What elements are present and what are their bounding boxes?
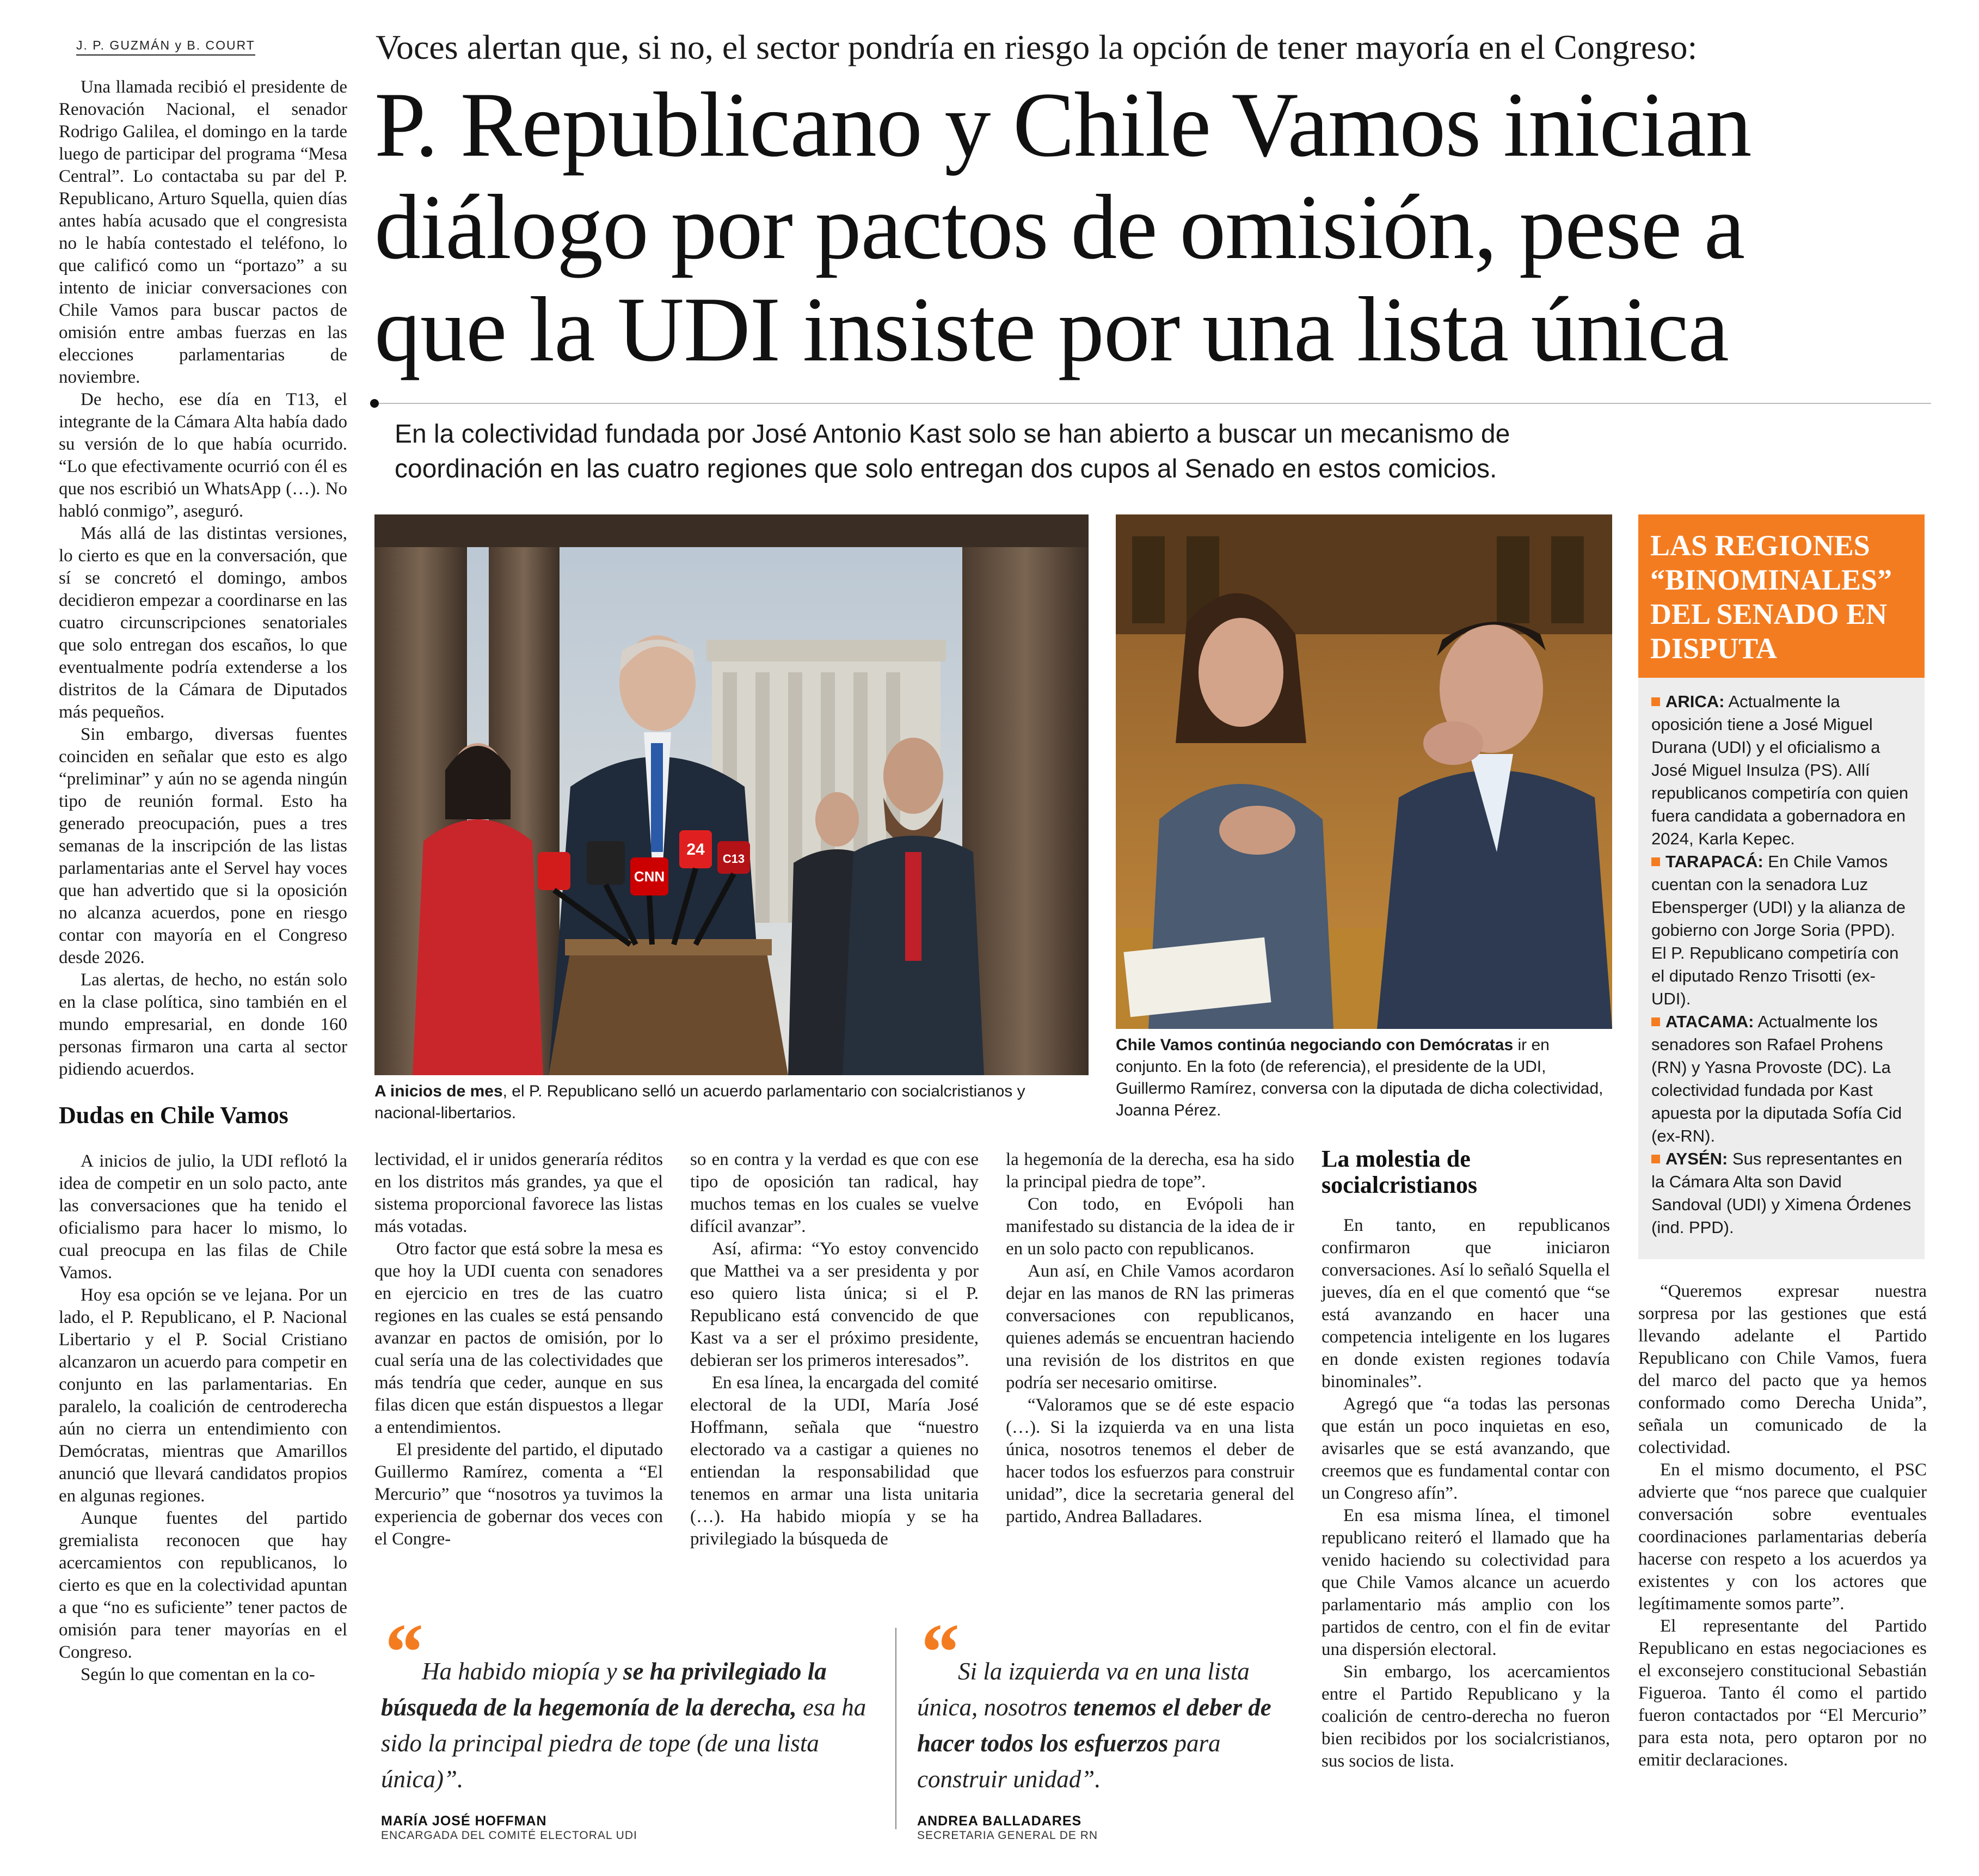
pull-quote-1 bbox=[381, 1607, 882, 1842]
paragraph: Más allá de las distintas versiones, lo cierto es que en la conversación, que sí se concretó el domingo, ambos decidieron empezar a coordinarse en las cuatro circunscripciones senatoriales que solo entregan dos escaños, lo que eventualmente podría extenderse a los distritos de la Cámara de Diputados más pequeños. bbox=[59, 524, 347, 722]
quote-bold: se ha privilegiado la búsqueda de la hegemonía de la derecha, bbox=[381, 1658, 827, 1721]
region-text: Sus representantes en la Cámara Alta son David Sandoval (UDI) y Ximena Órdenes (ind. PPD). bbox=[1651, 1149, 1912, 1237]
opening-quote-icon: “ bbox=[381, 1607, 422, 1697]
orange-square-icon bbox=[1651, 1017, 1660, 1026]
caption-text: , el P. Republicano selló un acuerdo parlamentario con socialcristianos y nacional-libertarios. bbox=[374, 1082, 1025, 1122]
list-item bbox=[1651, 1010, 1912, 1148]
paragraph: Las alertas, de hecho, no están solo en la clase política, sino también en el mundo empresarial, en donde 160 personas firmaron una carta al sector pidiendo acuerdos. bbox=[59, 970, 347, 1079]
pull-quote-2 bbox=[917, 1607, 1298, 1842]
meeting-image bbox=[1116, 514, 1612, 1029]
quote-part: esa ha sido la principal piedra de tope (de una lista única)”. bbox=[381, 1694, 866, 1793]
paragraph: Aunque fuentes del partido gremialista reconocen que hay acercamientos con republicanos, lo cierto es que en la colectividad apuntan a que “no es suficiente” tener pactos de omisión para tener mayorías en el Congreso. bbox=[59, 1509, 347, 1662]
paragraph: En tanto, en republicanos confirmaron que iniciaron conversaciones. Así lo señaló Squella el jueves, día en el que comentó que “se está avanzando en hacer una competencia inteligente en los lugares en donde existen regiones todavía binominales”. bbox=[1322, 1216, 1610, 1391]
mic-label: C13 bbox=[722, 852, 745, 866]
microphone-icon bbox=[538, 852, 570, 890]
photo-caption-2 bbox=[1116, 1034, 1612, 1121]
paragraph: Aun así, en Chile Vamos acordaron dejar en las manos de RN las primeras conversaciones con republicanos, quienes además se encuentran haciendo una revisión de los distritos en que podría ser necesario omitirse. bbox=[1006, 1261, 1294, 1393]
caption-text: ir en conjunto. En la foto (de referencia), el presidente de la UDI, Guillermo Ramírez, conversa con la diputada de dicha colectividad, Joanna Pérez. bbox=[1116, 1036, 1603, 1119]
dek-line: En la colectividad fundada por José Antonio Kast solo se han abierto a buscar un mecanismo de bbox=[395, 420, 1510, 449]
paragraph: lectividad, el ir unidos generaría réditos en los distritos más grandes, ya que el sistema proporcional favorece las listas más votadas. bbox=[374, 1150, 663, 1236]
region-text: Actualmente la oposición tiene a José Miguel Durana (UDI) y el oficialismo a José Miguel Insulza (PS). Allí republicanos competiría con quien fuera candidata a gobernadora en 2024, Karla Kepec. bbox=[1651, 692, 1909, 848]
paragraph: Hoy esa opción se ve lejana. Por un lado, el P. Republicano, el P. Nacional Libertario y el P. Social Cristiano alcanzaron un acuerdo para competir en conjunto en las parlamentarias. En paralelo, la coalición de centroderecha aún no cierra un entendimiento con Demócratas, mientras que Amarillos anunció que llevará candidatos propios en algunas regiones. bbox=[59, 1285, 347, 1506]
paragraph: A inicios de julio, la UDI reflotó la idea de competir en un solo pacto, ante las conversaciones que ha tenido el oficialismo para hacer lo mismo, lo cual preocupa en las filas de Chile Vamos. bbox=[59, 1151, 347, 1283]
mic-label: 24 bbox=[686, 841, 705, 859]
quote-text bbox=[381, 1607, 882, 1797]
quote-text bbox=[917, 1607, 1298, 1797]
list-item bbox=[1651, 850, 1912, 1010]
subhead-line: socialcristianos bbox=[1322, 1172, 1477, 1198]
dek bbox=[395, 417, 1940, 487]
paragraph: Con todo, en Evópoli han manifestado su distancia de la idea de ir en un solo pacto con republicanos. bbox=[1006, 1194, 1294, 1259]
paragraph: Así, afirma: “Yo estoy convencido que Matthei va a ser presidenta y por eso quiero lista única; si el P. Republicano está convencido de que Kast va a ser el próximo presidente, debieran ser los primeros interesados”. bbox=[690, 1239, 979, 1370]
paragraph: Otro factor que está sobre la mesa es que hoy la UDI cuenta con senadores en ejercicio en tres de las cuatro regiones en las cuales se está pensando avanzar en pactos de omisión, por lo cual sería una de las colectividades que más tendría que ceder, aunque en sus filas dicen que están dispuestos a llegar a entendimientos. bbox=[374, 1239, 663, 1437]
paragraph: De hecho, ese día en T13, el integrante de la Cámara Alta había dado su versión de lo que había ocurrido. “Lo que efectivamente ocurrió con él es que nos escribió un WhatsApp (…). No habló conmigo”, aseguró. bbox=[59, 390, 347, 521]
caption-bold: Chile Vamos continúa negociando con Demócratas bbox=[1116, 1036, 1514, 1054]
paragraph: Agregó que “a todas las personas que están un poco inquietas en eso, avisarles que se está avanzando, que creemos que es fundamental contar con un Congreso afín”. bbox=[1322, 1394, 1610, 1503]
sidebar-title: LAS REGIONES “BINOMINALES” DEL SENADO EN DISPUTA bbox=[1650, 529, 1892, 665]
sidebar-list bbox=[1651, 690, 1912, 1239]
photo-meeting bbox=[1116, 514, 1612, 1029]
quote-role: SECRETARIA GENERAL DE RN bbox=[917, 1829, 1098, 1842]
paragraph: En el mismo documento, el PSC advierte que “nos parece que cualquier conversación sobre eventuales coordinaciones parlamentarias debería hacerse con respeto a los acuerdos ya existentes y con los actores que legítimamente somos parte”. bbox=[1638, 1460, 1927, 1614]
paragraph: “Valoramos que se dé este espacio (…). Si la izquierda va en una lista única, nosotros tenemos el deber de hacer todos los esfuerzos para construir unidad”, dice la secretaria general del partido, Andrea Balladares. bbox=[1006, 1395, 1294, 1526]
paragraph: Sin embargo, diversas fuentes coinciden en señalar que esto es algo “preliminar” y aún no se agenda ningún tipo de reunión formal. Esto ha generado preocupación, pues a tres semanas de la inscripción de las listas parlamentarias ante el Servel hay voces que han advertido que si la oposición no alcanza acuerdos, pone en riesgo contar con mayoría en el Congreso desde 2026. bbox=[59, 725, 347, 967]
headline-line: P. Republicano y Chile Vamos inician bbox=[374, 73, 1751, 176]
headline-line: diálogo por pactos de omisión, pese a bbox=[374, 176, 1745, 278]
headline-line: que la UDI insiste por una lista única bbox=[374, 278, 1729, 381]
opening-quote-icon: “ bbox=[917, 1607, 958, 1697]
paragraph: Según lo que comentan en la co- bbox=[81, 1665, 315, 1684]
paragraph: Una llamada recibió el presidente de Renovación Nacional, el senador Rodrigo Galilea, el domingo en la tarde luego de participar del programa “Mesa Central”. Lo contactaba su par del P. Republicano, Arturo Squella, quien días antes había acusado que el congresista no le había contestado el teléfono, lo que calificó como un “portazo” a su intento de iniciar conversaciones con Chile Vamos para buscar pactos de omisión entre ambas fuerzas en las elecciones parlamentarias de noviembre. bbox=[59, 77, 347, 387]
quote-role: ENCARGADA DEL COMITÉ ELECTORAL UDI bbox=[381, 1829, 637, 1842]
sidebar-header bbox=[1638, 514, 1925, 678]
orange-square-icon bbox=[1651, 697, 1660, 706]
region-label: AYSÉN: bbox=[1665, 1149, 1728, 1168]
divider bbox=[895, 1628, 896, 1829]
dek-line: coordinación en las cuatro regiones que solo entregan dos cupos al Senado en estos comicios. bbox=[395, 455, 1497, 483]
quote-bold: tenemos el deber de hacer todos los esfuerzos bbox=[917, 1694, 1271, 1757]
quote-part: para construir unidad”. bbox=[917, 1730, 1221, 1793]
headline bbox=[374, 73, 1947, 381]
region-text: En Chile Vamos cuentan con la senadora Luz Ebensperger (UDI) y la alianza de gobierno con Jorge Soria (PPD). El P. Republicano competiría con el diputado Renzo Trisotti (ex-UDI). bbox=[1651, 852, 1906, 1008]
paragraph: En esa línea, la encargada del comité electoral de la UDI, María José Hoffmann, señala que “nuestro electorado va a castigar a quienes no entiendan la responsabilidad que tenemos en armar una lista unitaria (…). Ha habido miopía y se ha privilegiado la búsqueda de bbox=[690, 1373, 979, 1549]
region-label: TARAPACÁ: bbox=[1665, 852, 1763, 871]
column-3 bbox=[690, 1149, 979, 1550]
paragraph: so en contra y la verdad es que con ese tipo de oposición tan radical, hay muchos temas en los cuales se vuelve difícil avanzar”. bbox=[690, 1150, 979, 1236]
byline: J. P. GUZMÁN y B. COURT bbox=[76, 38, 255, 56]
quote-author: MARÍA JOSÉ HOFFMAN bbox=[381, 1813, 547, 1829]
list-item bbox=[1651, 690, 1912, 850]
column-6 bbox=[1638, 1280, 1927, 1771]
quote-part: Si la izquierda va en una lista única, nosotros bbox=[917, 1658, 1250, 1721]
paragraph: El representante del Partido Republicano en estas negociaciones es el exconsejero constitucional Sebastián Figueroa. Tanto él como el partido fueron contactados por “El Mercurio” para esta nota, pero optaron por no emitir declaraciones. bbox=[1638, 1616, 1927, 1770]
press-conference-image bbox=[374, 514, 1089, 1075]
quote-part: Ha habido miopía y bbox=[422, 1658, 623, 1685]
subhead-line: La molestia de bbox=[1322, 1145, 1471, 1172]
paragraph: En esa misma línea, el timonel republicano reiteró el llamado que ha venido haciendo su colectividad para que Chile Vamos alcance un acuerdo parlamentario más amplio con los partidos de centro, con el fin de evitar una dispersión electoral. bbox=[1322, 1506, 1610, 1659]
paragraph: Sin embargo, los acercamientos entre el Partido Republicano y la coalición de centro-derecha no fueron bien recibidos por los socialcristianos, sus socios de lista. bbox=[1322, 1662, 1610, 1771]
orange-square-icon bbox=[1651, 857, 1660, 866]
paragraph: “Queremos expresar nuestra sorpresa por las gestiones que está llevando adelante el Partido Republicano con Chile Vamos, fuera del marco del pacto que ya hemos conformado como Derecha Unida”, señala un comunicado de la colectividad. bbox=[1638, 1282, 1927, 1457]
column-5 bbox=[1322, 1146, 1610, 1773]
divider bbox=[374, 403, 1931, 404]
list-item bbox=[1651, 1148, 1912, 1239]
photo-press-conference bbox=[374, 514, 1089, 1075]
kicker: Voces alertan que, si no, el sector pondría en riesgo la opción de tener mayoría en el Congreso: bbox=[376, 28, 1698, 66]
dot-icon bbox=[370, 399, 379, 408]
orange-square-icon bbox=[1651, 1155, 1660, 1163]
paragraph: El presidente del partido, el diputado Guillermo Ramírez, comenta a “El Mercurio” que “nosotros ya tuvimos la experiencia de gobernar dos veces con el Congre- bbox=[374, 1440, 663, 1549]
mic-label: CNN bbox=[634, 868, 665, 885]
column-1 bbox=[59, 76, 347, 1686]
subhead-dudas: Dudas en Chile Vamos bbox=[59, 1102, 288, 1129]
photo-caption-1 bbox=[374, 1081, 1089, 1124]
column-4 bbox=[1006, 1149, 1294, 1528]
region-label: ATACAMA: bbox=[1665, 1012, 1754, 1031]
column-2 bbox=[374, 1149, 663, 1550]
region-label: ARICA: bbox=[1665, 692, 1725, 711]
microphone-icon bbox=[587, 841, 625, 885]
caption-bold: A inicios de mes bbox=[374, 1082, 503, 1100]
region-text: Actualmente los senadores son Rafael Prohens (RN) y Yasna Provoste (DC). La colectividad fundada por Kast apuesta por la diputada Sofía Cid (ex-RN). bbox=[1651, 1012, 1902, 1145]
paragraph: la hegemonía de la derecha, esa ha sido la principal piedra de tope”. bbox=[1006, 1150, 1294, 1192]
quote-author: ANDREA BALLADARES bbox=[917, 1813, 1082, 1829]
